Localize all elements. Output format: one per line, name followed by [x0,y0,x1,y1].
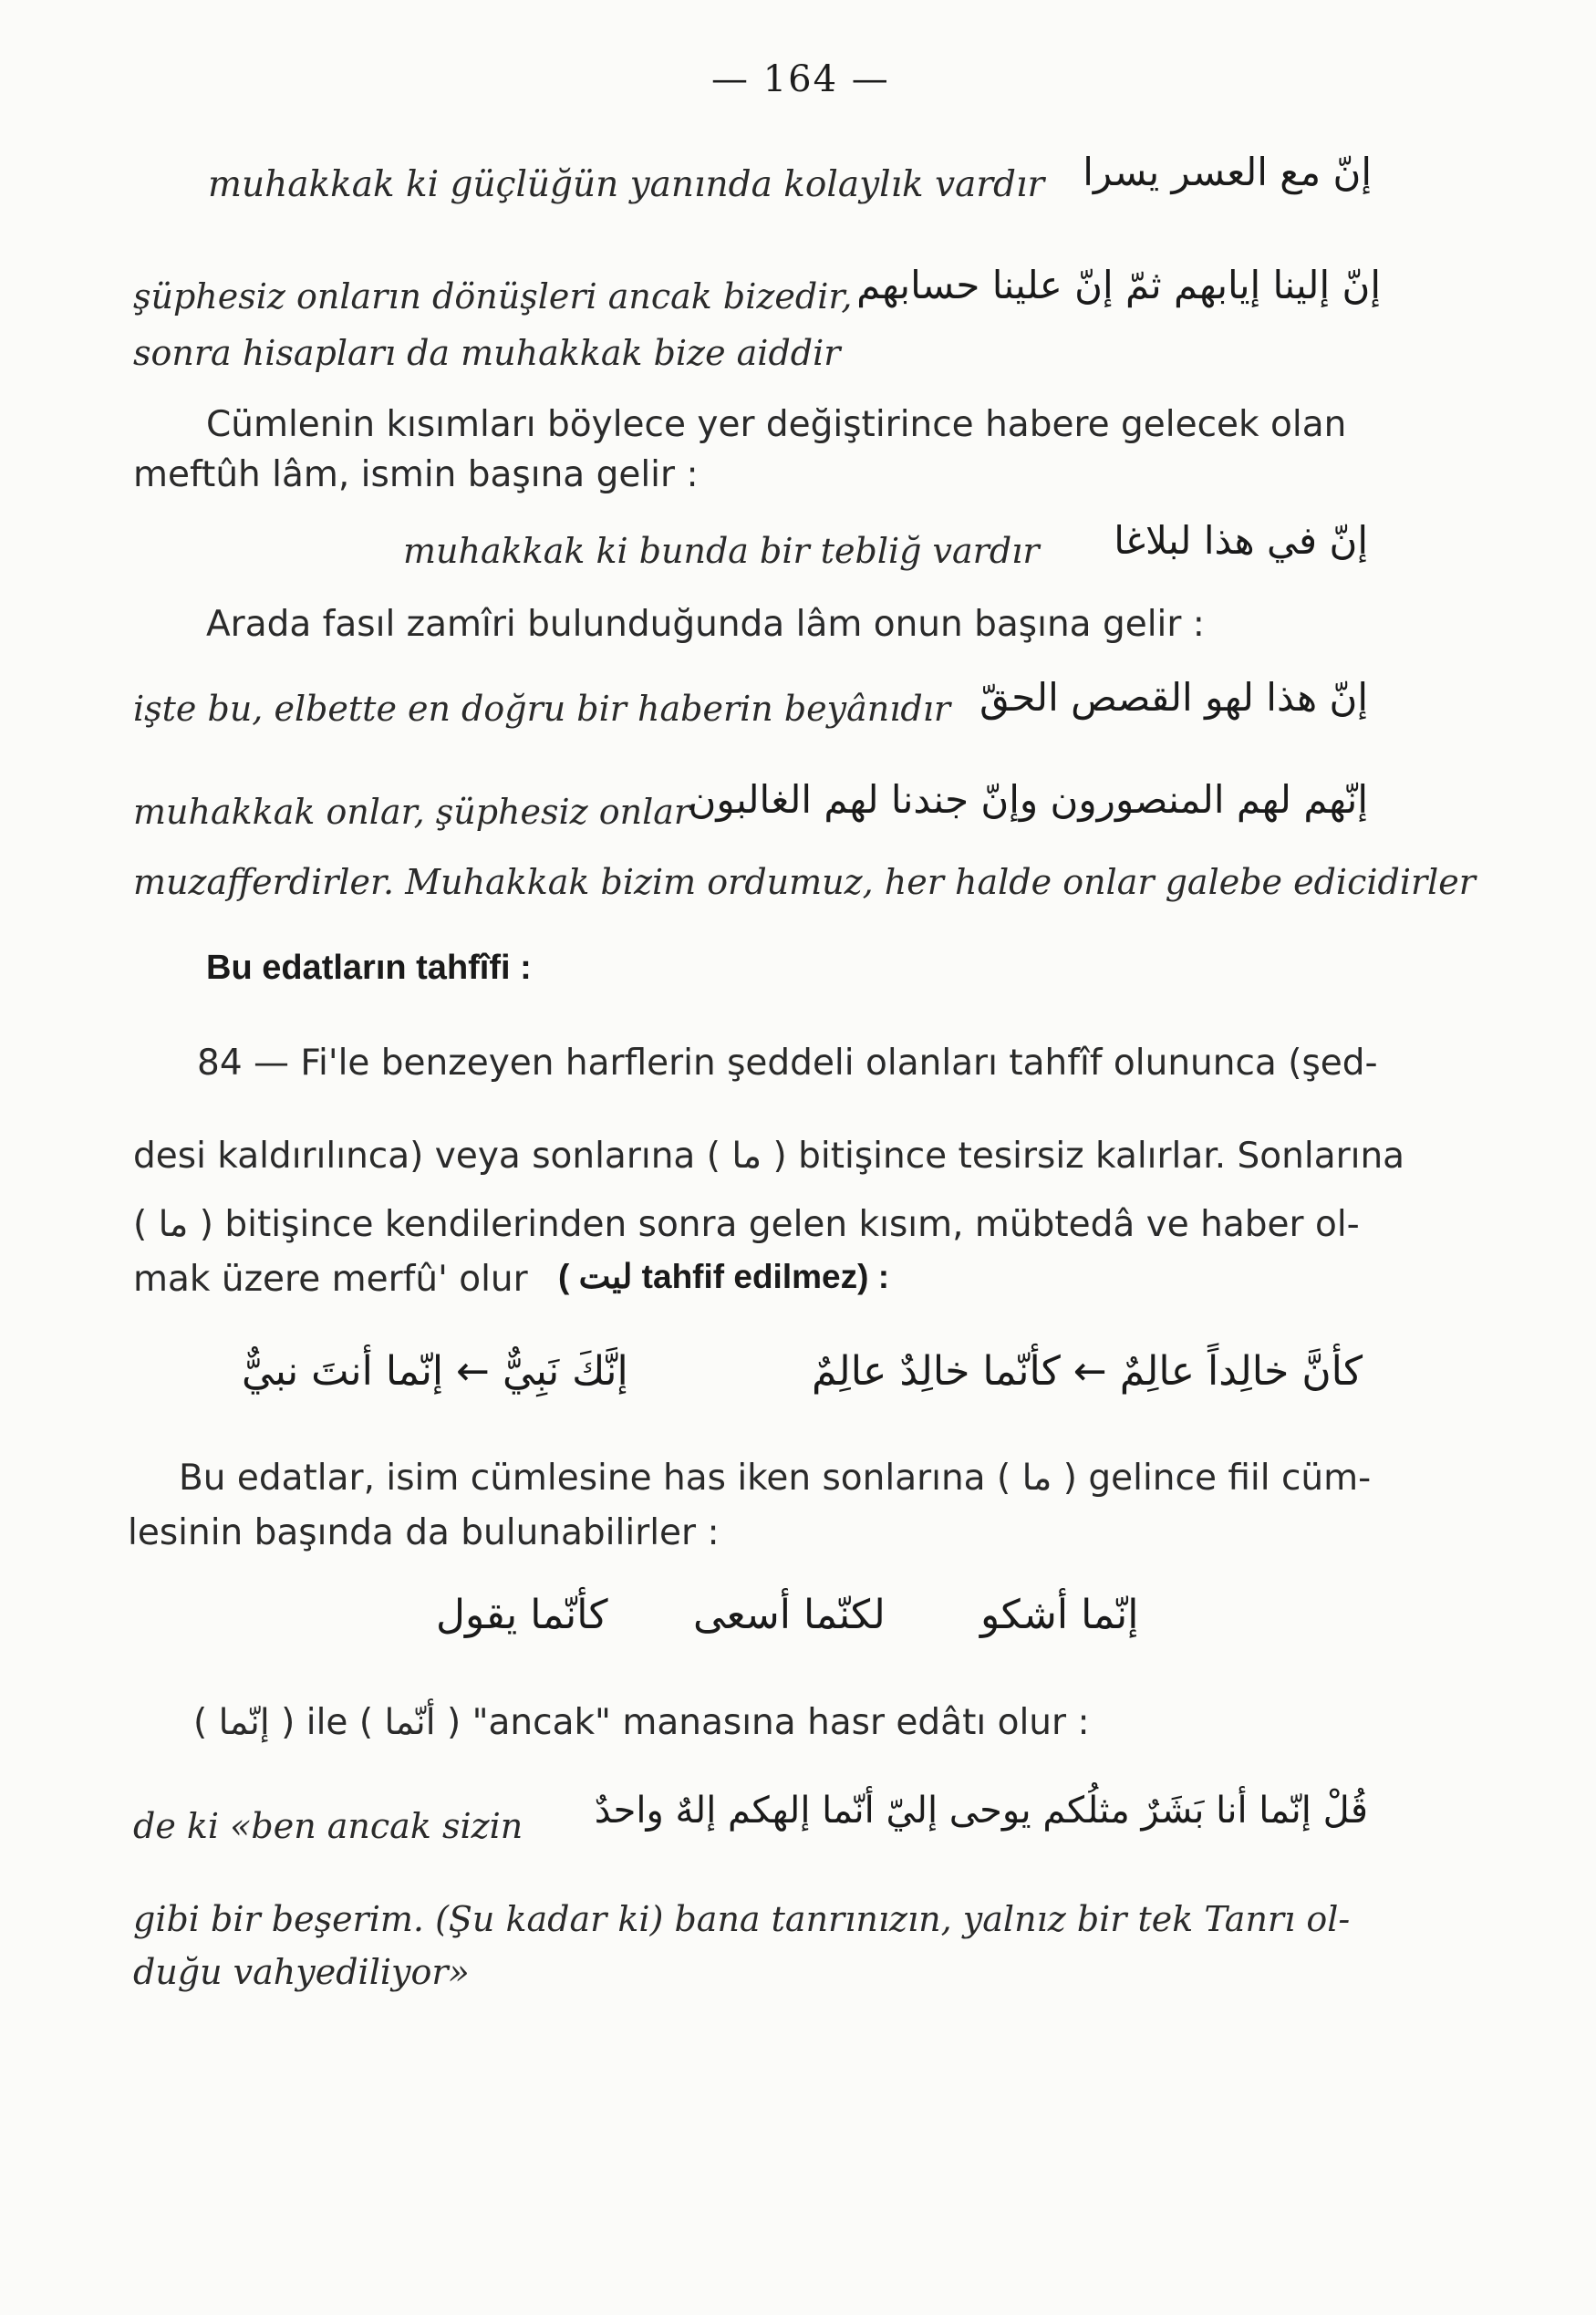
example-3-arabic: إنّ في هذا لبلاغا [1114,518,1368,563]
paragraph-3-line-2: desi kaldırılınca) veya sonlarına ( ما ) bitişince tesirsiz kalırlar. Sonlarına [133,1136,1405,1177]
section-heading: Bu edatların tahfîfi : [206,949,532,987]
formula-1-right: كأنَّ خالِداً عالِمٌ ← كأنّما خالِدٌ عالِمٌ [812,1348,1363,1395]
example-6-turkish-line-2: gibi bir beşerim. (Şu kadar ki) bana tanrınızın, yalnız bir tek Tanrı ol- [133,1899,1351,1939]
page-number: — 164 — [711,58,890,100]
paragraph-3-line-4b: ( ليت tahfif edilmez) : [558,1258,890,1295]
paragraph-3-line-1: 84 — Fi'le benzeyen harflerin şeddeli olanları tahfîf olununca (şed- [197,1043,1378,1084]
example-4-arabic: إنّ هذا لهو القصص الحقّ [979,675,1368,720]
example-6-turkish-line-3: duğu vahyediliyor» [133,1952,470,1992]
example-5-arabic: إنّهم لهم المنصورون وإنّ جندنا لهم الغالبون [688,777,1368,822]
formula-2-b: لكنّما أسعى [693,1592,886,1638]
example-6-turkish-line-1: de ki «ben ancak sizin [133,1806,523,1846]
example-2-arabic: إنّ إلينا إيابهم ثمّ إنّ علينا حسابهم [856,263,1381,307]
paragraph-1-line-2: meftûh lâm, ismin başına gelir : [133,454,699,495]
example-2-turkish-line-2: sonra hisapları da muhakkak bize aiddir [133,333,841,373]
example-5-turkish-line-1: muhakkak onlar, şüphesiz onlar [133,792,691,832]
paragraph-2: Arada fasıl zamîri bulunduğunda lâm onun başına gelir : [206,604,1205,645]
example-2-turkish-line-1: şüphesiz onların dönüşleri ancak bizedir, [133,276,853,317]
paragraph-3-line-4a: mak üzere merfû' olur [133,1259,528,1300]
example-6-arabic: قُلْ إنّما أنا بَشَرٌ مثلُكم يوحى إليّ أنّما إلهكم إلهٌ واحدٌ [594,1790,1368,1832]
formula-1-left: إنَّكَ نَبِيٌّ ← إنّما أنتَ نبيٌّ [242,1348,628,1395]
paragraph-4-line-2: lesinin başında da bulunabilirler : [128,1512,720,1553]
formula-2-a: إنّما أشكو [980,1592,1139,1638]
paragraph-3-line-3: ( ما ) bitişince kendilerinden sonra gelen kısım, mübtedâ ve haber ol- [133,1204,1360,1245]
paragraph-4-line-1: Bu edatlar, isim cümlesine has iken sonlarına ( ما ) gelince fiil cüm- [179,1458,1372,1499]
paragraph-1-line-1: Cümlenin kısımları böylece yer değiştirince habere gelecek olan [206,404,1347,445]
example-1-turkish: muhakkak ki güçlüğün yanında kolaylık vardır [208,164,1045,205]
example-4-turkish: işte bu, elbette en doğru bir haberin beyânıdır [133,689,951,729]
example-5-turkish-line-2: muzafferdirler. Muhakkak bizim ordumuz, her halde onlar galebe edicidirler [133,862,1476,902]
paragraph-5: ( إنّما ) ile ( أنّما ) "ancak" manasına hasr edâtı olur : [193,1702,1090,1743]
example-1-arabic: إنّ مع العسر يسرا [1083,150,1372,194]
example-3-turkish: muhakkak ki bunda bir tebliğ vardır [403,531,1040,571]
formula-2-c: كأنّما يقول [436,1592,608,1638]
